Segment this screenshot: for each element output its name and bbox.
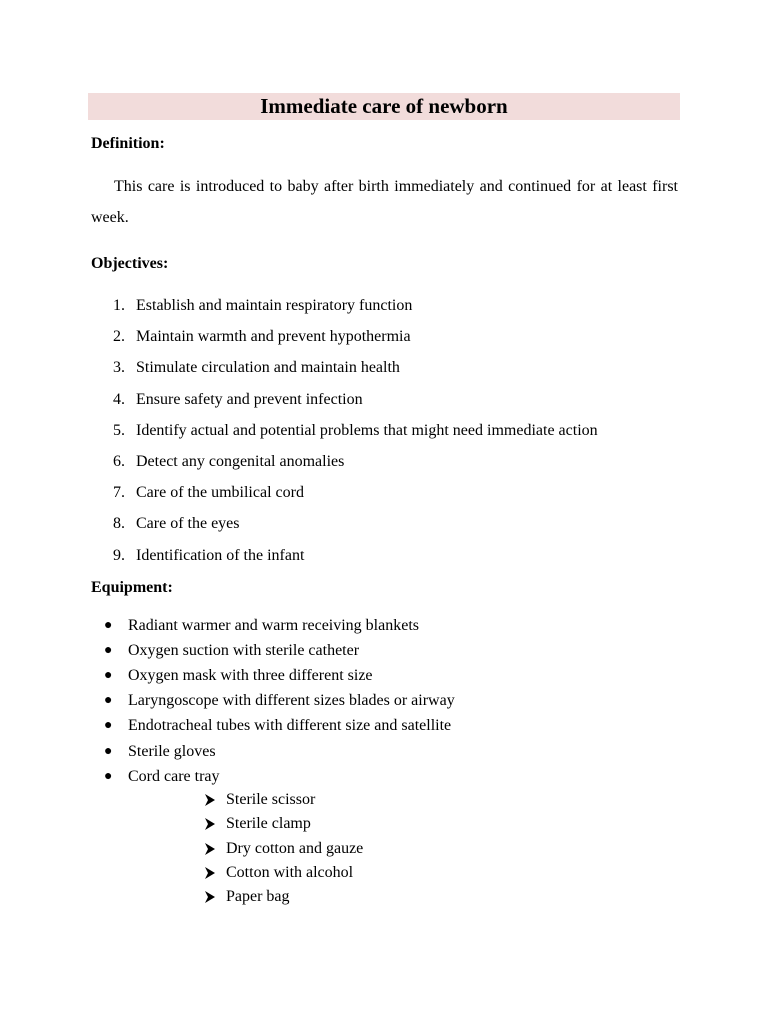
list-item-text: Ensure safety and prevent infection xyxy=(136,391,363,408)
page-title: Immediate care of newborn xyxy=(88,93,680,120)
list-item-text: Endotracheal tubes with different size and satellite xyxy=(128,717,452,734)
list-item-text: Sterile gloves xyxy=(128,743,216,760)
bullet-dot-icon: ● xyxy=(104,769,113,784)
list-item-number: 1. xyxy=(113,297,125,314)
arrowhead-right-icon xyxy=(203,790,217,810)
list-item-text: Stimulate circulation and maintain health xyxy=(136,359,400,376)
list-item-text: Establish and maintain respiratory function xyxy=(136,297,413,314)
list-item-number: 7. xyxy=(113,484,125,501)
list-item-text: Dry cotton and gauze xyxy=(226,840,364,857)
bullet-dot-icon: ● xyxy=(104,693,113,708)
list-item-text: Cord care tray xyxy=(128,768,220,785)
list-item-text: Paper bag xyxy=(226,888,290,905)
list-item-number: 5. xyxy=(113,422,125,439)
list-item-text: Sterile scissor xyxy=(226,791,316,808)
arrowhead-right-icon xyxy=(203,887,217,907)
list-item-number: 8. xyxy=(113,515,125,532)
equipment-heading: Equipment: xyxy=(91,579,173,596)
list-item-text: Identification of the infant xyxy=(136,547,305,564)
list-item-number: 2. xyxy=(113,328,125,345)
list-item-text: Laryngoscope with different sizes blades or airway xyxy=(128,692,455,709)
bullet-dot-icon: ● xyxy=(104,718,113,733)
objectives-heading: Objectives: xyxy=(91,255,169,272)
bullet-dot-icon: ● xyxy=(104,744,113,759)
arrowhead-right-icon xyxy=(203,863,217,883)
definition-heading: Definition: xyxy=(91,135,165,152)
arrowhead-right-icon xyxy=(203,814,217,834)
list-item-text: Maintain warmth and prevent hypothermia xyxy=(136,328,411,345)
list-item-text: Care of the umbilical cord xyxy=(136,484,304,501)
list-item-text: Identify actual and potential problems that might need immediate action xyxy=(136,422,598,439)
list-item-number: 6. xyxy=(113,453,125,470)
list-item-text: Sterile clamp xyxy=(226,815,311,832)
bullet-dot-icon: ● xyxy=(104,668,113,683)
list-item-number: 9. xyxy=(113,547,125,564)
list-item-text: Cotton with alcohol xyxy=(226,864,354,881)
list-item-text: Oxygen mask with three different size xyxy=(128,667,373,684)
list-item-number: 4. xyxy=(113,391,125,408)
bullet-dot-icon: ● xyxy=(104,643,113,658)
arrowhead-right-icon xyxy=(203,839,217,859)
list-item-text: Oxygen suction with sterile catheter xyxy=(128,642,360,659)
definition-text: This care is introduced to baby after birth immediately and continued for at least first week. xyxy=(91,178,678,226)
list-item-number: 3. xyxy=(113,359,125,376)
list-item-text: Care of the eyes xyxy=(136,515,240,532)
list-item-text: Detect any congenital anomalies xyxy=(136,453,345,470)
list-item-text: Radiant warmer and warm receiving blankets xyxy=(128,617,419,634)
bullet-dot-icon: ● xyxy=(104,618,113,633)
